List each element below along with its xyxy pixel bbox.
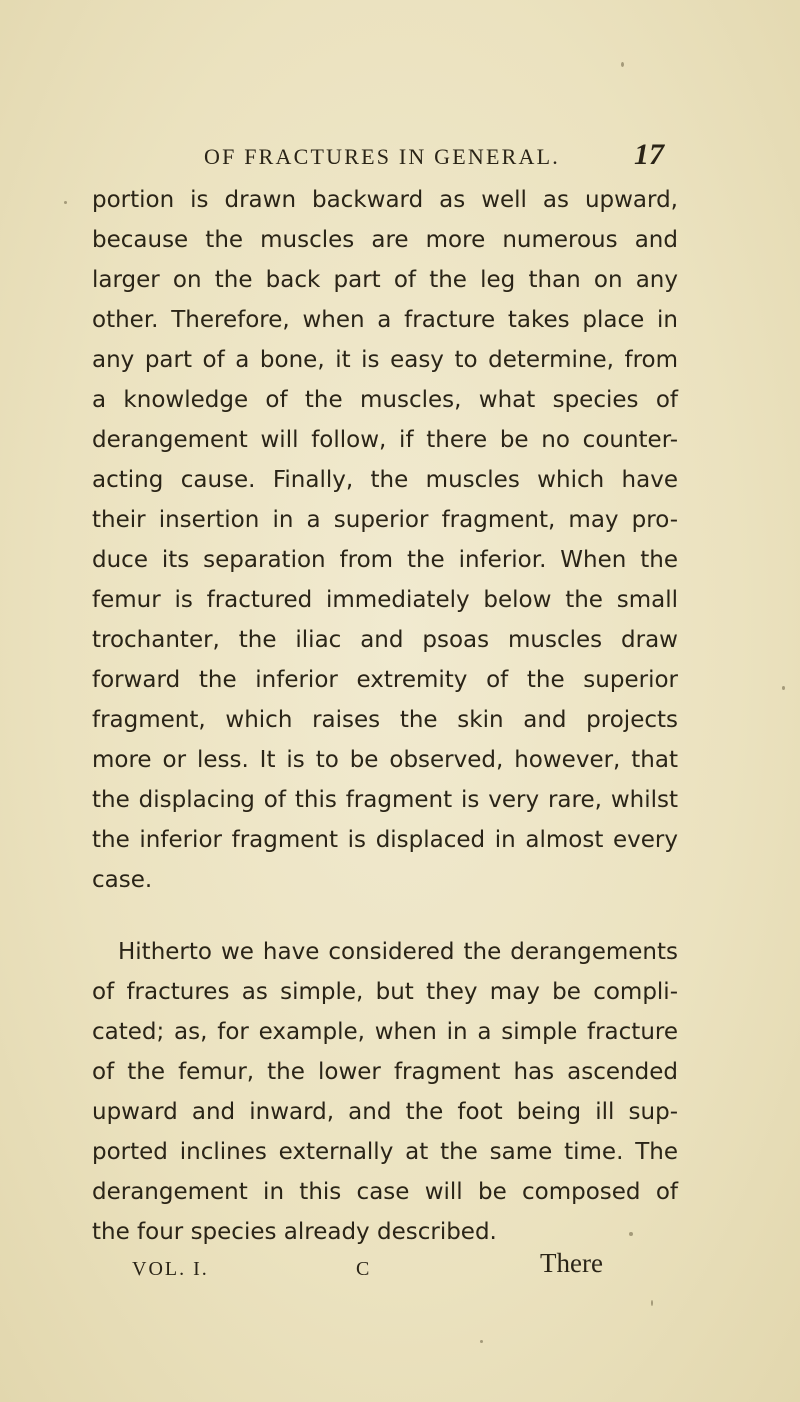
text-line: their insertion in a superior fragment, may pro- (92, 507, 678, 533)
paper-speck (480, 1340, 483, 1343)
text-line: derangement will follow, if there be no counter- (92, 427, 678, 453)
paragraph-1 (92, 180, 678, 900)
paper-speck (621, 62, 624, 67)
text-line: other. Therefore, when a fracture takes place in (92, 307, 678, 333)
page-header (204, 140, 664, 174)
text-line: more or less. It is to be observed, however, that (92, 747, 678, 773)
catchword: There (540, 1248, 603, 1278)
text-line: derangement in this case will be composed of (92, 1179, 678, 1205)
paper-speck (651, 1300, 653, 1306)
text-line: because the muscles are more numerous and (92, 227, 678, 253)
signature-mark: VOL. I. (132, 1258, 209, 1280)
text-line: fragment, which raises the skin and projects (92, 707, 678, 733)
paragraph-gap (92, 900, 678, 932)
paper-speck (64, 201, 67, 204)
text-line: Hitherto we have considered the derangements (118, 939, 678, 965)
text-line: case. (92, 867, 153, 893)
paper-speck (629, 1232, 633, 1236)
body-text (92, 180, 678, 1252)
running-head: OF FRACTURES IN GENERAL. (204, 144, 560, 169)
text-line: forward the inferior extremity of the superior (92, 667, 678, 693)
paragraph-2 (92, 932, 678, 1252)
text-line: the four species already described. (92, 1219, 497, 1245)
text-line: acting cause. Finally, the muscles which have (92, 467, 678, 493)
text-line: of fractures as simple, but they may be compli- (92, 979, 678, 1005)
page-number: 17 (634, 138, 664, 171)
text-line: upward and inward, and the foot being ill sup- (92, 1099, 678, 1125)
text-line: duce its separation from the inferior. When the (92, 547, 678, 573)
text-line: the displacing of this fragment is very rare, whilst (92, 787, 678, 813)
text-line: the inferior fragment is displaced in almost every (92, 827, 678, 853)
text-line: portion is drawn backward as well as upward, (92, 187, 678, 213)
text-line: trochanter, the iliac and psoas muscles draw (92, 627, 678, 653)
text-line: cated; as, for example, when in a simple fracture (92, 1019, 678, 1045)
text-line: larger on the back part of the leg than on any (92, 267, 678, 293)
text-line: any part of a bone, it is easy to determine, from (92, 347, 678, 373)
text-line: of the femur, the lower fragment has ascended (92, 1059, 678, 1085)
paper-speck (782, 686, 785, 690)
text-line: femur is fractured immediately below the small (92, 587, 678, 613)
page-footer (132, 1248, 652, 1288)
text-line: a knowledge of the muscles, what species of (92, 387, 678, 413)
signature-letter: C (356, 1258, 370, 1280)
text-line: ported inclines externally at the same time. The (92, 1139, 678, 1165)
